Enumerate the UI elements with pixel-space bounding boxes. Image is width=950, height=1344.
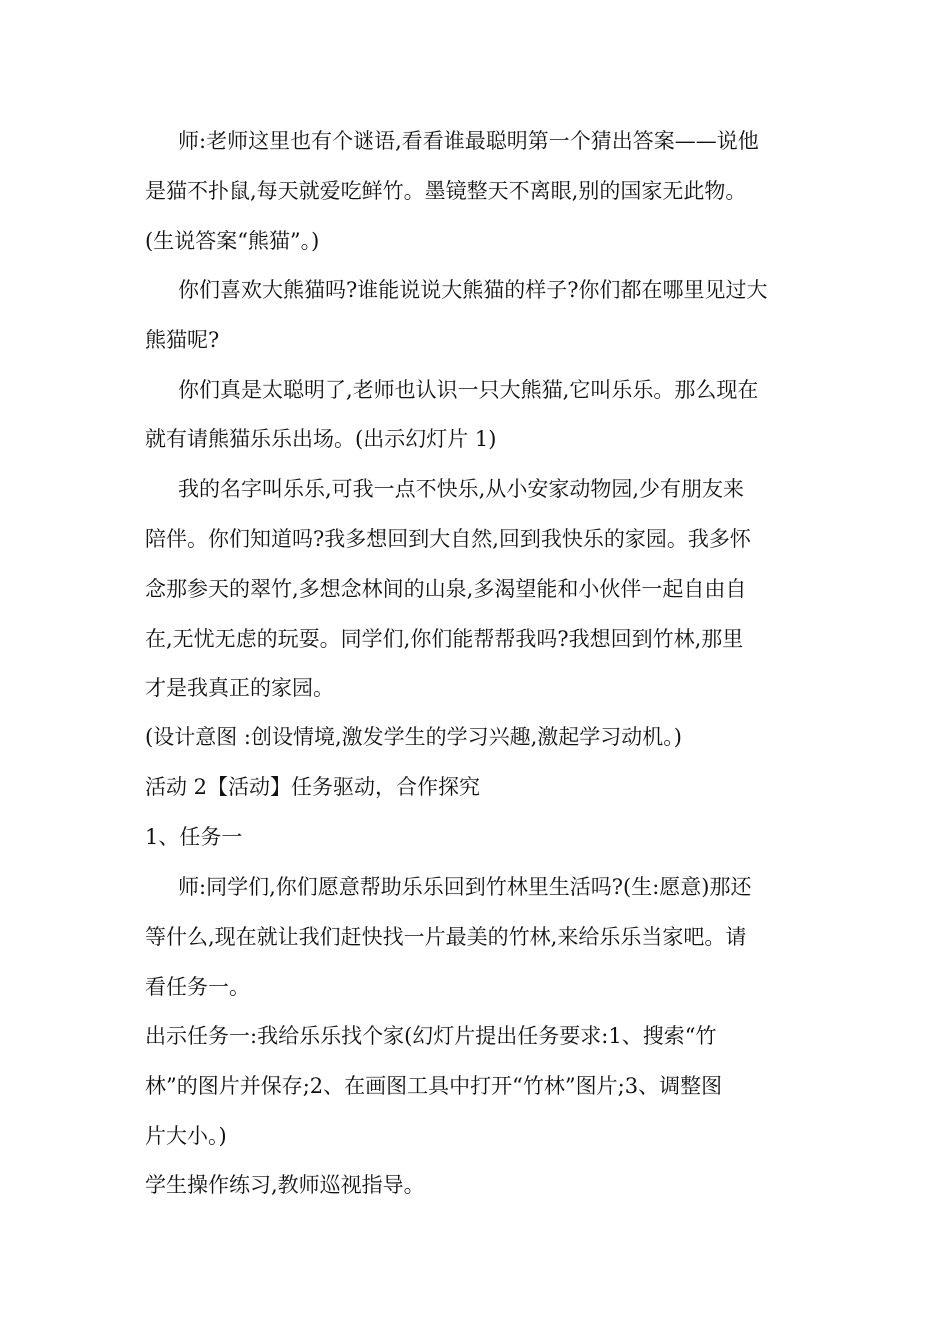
paragraph-0-line-1: 是猫不扑鼠,每天就爱吃鲜竹。墨镜整天不离眼,别的国家无此物。 bbox=[145, 179, 747, 203]
paragraph-3-line-0: 我的名字叫乐乐,可我一点不快乐,从小安家动物园,少有朋友来 bbox=[178, 477, 745, 501]
task-one-heading: 1、任务一 bbox=[145, 825, 243, 849]
activity-heading: 活动 2【活动】任务驱动，合作探究 bbox=[145, 775, 481, 799]
paragraph-8-line-1: 林”的图片并保存;2、在画图工具中打开“竹林”图片;3、调整图 bbox=[145, 1074, 723, 1098]
paragraph-7-line-2: 看任务一。 bbox=[145, 975, 250, 999]
paragraph-3-line-1: 陪伴。你们知道吗?我多想回到大自然,回到我快乐的家园。我多怀 bbox=[145, 527, 751, 551]
paragraph-1-line-1: 熊猫呢? bbox=[145, 328, 220, 352]
paragraph-1-line-0: 你们喜欢大熊猫吗?谁能说说大熊猫的样子?你们都在哪里见过大 bbox=[178, 278, 768, 302]
paragraph-7-line-0: 师:同学们,你们愿意帮助乐乐回到竹林里生活吗?(生:愿意)那还 bbox=[178, 875, 752, 899]
paragraph-7-line-1: 等什么,现在就让我们赶快找一片最美的竹林,来给乐乐当家吧。请 bbox=[145, 925, 747, 949]
paragraph-2-line-1: 就有请熊猫乐乐出场。(出示幻灯片 1) bbox=[145, 427, 497, 451]
paragraph-0-line-0: 师:老师这里也有个谜语,看看谁最聪明第一个猜出答案——说他 bbox=[178, 129, 759, 153]
paragraph-3-line-2: 念那参天的翠竹,多想念林间的山泉,多渴望能和小伙伴一起自由自 bbox=[145, 577, 747, 601]
design-intent-note: (设计意图 :创设情境,激发学生的学习兴趣,激起学习动机。) bbox=[145, 725, 682, 749]
paragraph-2-line-0: 你们真是太聪明了,老师也认识一只大熊猫,它叫乐乐。那么现在 bbox=[178, 378, 759, 402]
paragraph-8-line-2: 片大小。) bbox=[145, 1124, 227, 1148]
paragraph-8-line-0: 出示任务一:我给乐乐找个家(幻灯片提出任务要求:1、搜索“竹 bbox=[145, 1024, 717, 1048]
paragraph-0-line-2: (生说答案“熊猫”。) bbox=[145, 229, 320, 253]
paragraph-3-line-4: 才是我真正的家园。 bbox=[145, 676, 334, 700]
closing-line: 学生操作练习,教师巡视指导。 bbox=[145, 1173, 425, 1197]
paragraph-3-line-3: 在,无忧无虑的玩耍。同学们,你们能帮帮我吗?我想回到竹林,那里 bbox=[145, 627, 744, 651]
